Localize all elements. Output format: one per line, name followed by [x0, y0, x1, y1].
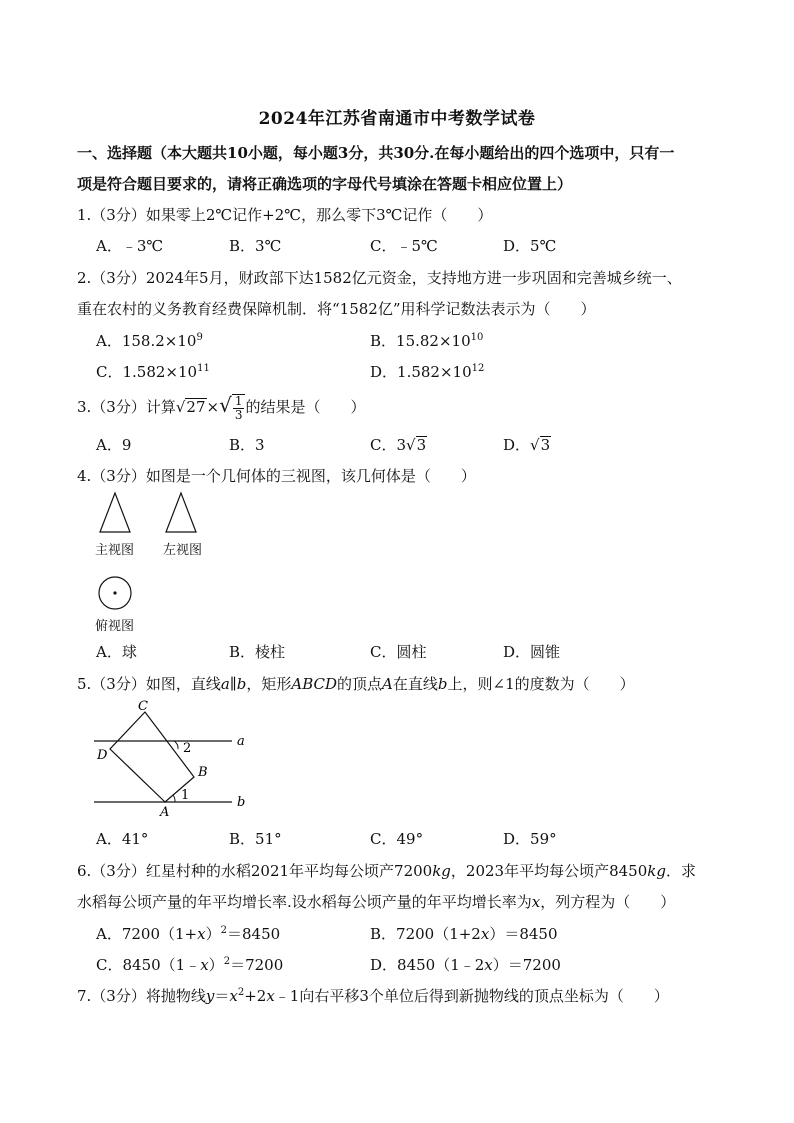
question-2-line-1: 2.（3分）2024年5月，财政部下达1582亿元资金，支持地方进一步巩固和完善城乡统一、 — [77, 269, 682, 287]
three-view-triangles — [90, 490, 210, 540]
q3-option-c: C．3√3 — [370, 436, 427, 454]
q3-option-a: A．9 — [96, 436, 132, 454]
q1-option-a: A．﹣3℃ — [96, 237, 164, 255]
top-view-center-dot — [113, 591, 116, 594]
q6-option-d: D．8450（1﹣2x）＝7200 — [370, 956, 561, 974]
q5-option-d: D．59° — [503, 830, 557, 848]
q4-option-b: B．棱柱 — [229, 643, 286, 661]
sqrt-one-third: √ $\frac{1}{3}$ — [219, 392, 245, 422]
question-4: 4.（3分）如图是一个几何体的三视图，该几何体是（ ） — [77, 467, 476, 485]
rectangle-parallel-lines-figure — [88, 698, 258, 820]
question-5: 5.（3分）如图，直线a∥b，矩形ABCD的顶点A在直线b上，则∠1的度数为（ ） — [77, 675, 635, 693]
q3-option-d: D．√3 — [503, 436, 551, 454]
label-line-b: b — [237, 795, 246, 810]
side-view-triangle — [166, 493, 196, 532]
label-angle-1: 1 — [181, 788, 190, 803]
label-a-vertex: A — [160, 805, 170, 820]
caption-side-view: 左视图 — [163, 543, 203, 558]
label-c: C — [138, 699, 148, 714]
label-b-vertex: B — [198, 765, 208, 780]
question-1: 1.（3分）如果零上2℃记作+2℃，那么零下3℃记作（ ） — [77, 206, 493, 224]
angle-2-arc — [174, 741, 178, 749]
q6-option-b: B．7200（1+2x）＝8450 — [370, 925, 558, 943]
angle-1-arc — [173, 795, 175, 802]
q1-option-b: B．3℃ — [229, 237, 282, 255]
caption-top-view: 俯视图 — [95, 619, 135, 634]
q6-option-c: C．8450（1﹣x）$^2$＝7200 — [96, 956, 284, 974]
q4-option-a: A．球 — [96, 643, 137, 661]
label-angle-2: 2 — [183, 741, 192, 756]
q5-option-a: A．41° — [96, 830, 149, 848]
exam-title: 2024年江苏省南通市中考数学试卷 — [258, 109, 536, 129]
q5-option-c: C．49° — [370, 830, 424, 848]
caption-front-view: 主视图 — [95, 543, 135, 558]
q1-option-d: D．5℃ — [503, 237, 557, 255]
question-6-line-2: 水稻每公顷产量的年平均增长率.设水稻每公顷产量的年平均增长率为x，列方程为（ ） — [77, 893, 676, 911]
q2-option-b: B．$15.82\times 10^{10}$ — [370, 332, 484, 350]
q5-option-b: B．51° — [229, 830, 282, 848]
question-6-line-1: 6.（3分）红星村种的水稻2021年平均每公顷产7200kg，2023年平均每公顷产8450kg．求 — [77, 862, 696, 880]
q1-option-c: C．﹣5℃ — [370, 237, 438, 255]
question-3: 3.（3分）计算√27×√ $\frac{1}{3}$ 的结果是（ ） — [77, 393, 366, 423]
q6-option-a: A．$7200(1+x)^2=8450$ — [96, 925, 281, 943]
q4-option-d: D．圆锥 — [503, 643, 561, 661]
section-heading-line-1: 一、选择题（本大题共10小题，每小题3分，共30分.在每小题给出的四个选项中，只有一 — [77, 144, 675, 162]
q3-option-b: B．3 — [229, 436, 265, 454]
front-view-triangle — [100, 493, 130, 532]
question-7: 7.（3分）将抛物线$y=x^2+2x﹣1$向右平移3个单位后得到新抛物线的顶点坐标为（ ） — [77, 987, 669, 1005]
top-view-circle — [96, 574, 136, 614]
question-2-line-2: 重在农村的义务教育经费保障机制．将“1582亿”用科学记数法表示为（ ） — [77, 300, 596, 318]
q2-option-c: C．$1.582\times 10^{11}$ — [96, 363, 210, 381]
label-d: D — [97, 748, 108, 763]
q4-option-c: C．圆柱 — [370, 643, 427, 661]
label-line-a: a — [237, 734, 245, 749]
sqrt-27: √27 — [175, 398, 206, 416]
section-heading-line-2: 项是符合题目要求的，请将正确选项的字母代号填涂在答题卡相应位置上） — [77, 175, 573, 193]
q2-option-a: A．$158.2\times 10^9$ — [96, 332, 203, 350]
q2-option-d: D．$1.582\times 10^{12}$ — [370, 363, 485, 381]
